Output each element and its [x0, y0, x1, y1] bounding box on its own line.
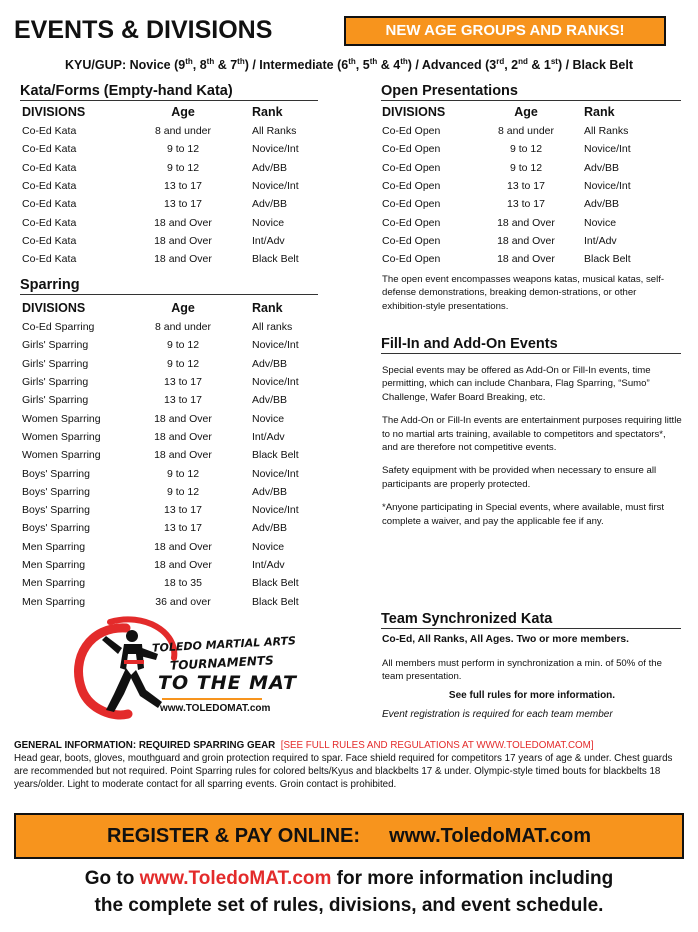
division-cell: Co-Ed Open — [382, 125, 441, 138]
rank-cell: Novice/Int — [252, 376, 299, 389]
division-cell: Co-Ed Kata — [22, 216, 77, 229]
toledo-mat-logo — [66, 614, 306, 724]
rank-cell: Novice/Int — [252, 504, 299, 517]
division-cell: Co-Ed Open — [382, 216, 441, 229]
table-row — [382, 177, 682, 195]
division-cell: Co-Ed Open — [382, 180, 441, 193]
table-row — [22, 213, 318, 231]
fillin-p2: The Add-On or Fill-In events are entertainment purposes requiring little to no martial arts training, available to competitors and spectators*, and are therefore not competitive events. — [382, 415, 682, 454]
age-cell: 8 and under — [154, 125, 212, 138]
col-rank: Rank — [252, 301, 283, 315]
table-row — [22, 409, 318, 427]
age-cell: 18 and Over — [154, 412, 212, 425]
fillin-text — [382, 364, 682, 528]
rank-cell: Novice/Int — [252, 339, 299, 352]
footer-text — [0, 865, 698, 919]
division-cell: Co-Ed Open — [382, 234, 441, 247]
age-cell: 8 and under — [154, 321, 212, 334]
col-divisions: DIVISIONS — [22, 301, 86, 315]
age-cell: 18 and Over — [154, 559, 212, 571]
col-divisions: DIVISIONS — [382, 105, 446, 119]
general-label: GENERAL INFORMATION: REQUIRED SPARRING GEAR — [14, 740, 276, 751]
age-cell: 18 to 35 — [164, 577, 202, 590]
fillin-p1: Special events may be offered as Add-On or Fill-In events, time permitting, which can include Chanbara, Flag Sparring, “Sumo” Challenge, Wafer Board Breaking, etc. — [382, 365, 651, 403]
age-cell: 9 to 12 — [166, 467, 200, 480]
rank-cell: All ranks — [252, 321, 293, 334]
age-cell: 13 to 17 — [164, 504, 202, 517]
rank-cell: Adv/BB — [584, 198, 620, 211]
fillin-p4: *Anyone participating in Special events, where available, must first complete a waiver, and pay the applicable fee if any. — [382, 502, 665, 527]
age-cell: 18 and Over — [497, 216, 555, 229]
page-title: EVENTS & DIVISIONS — [14, 16, 273, 44]
col-age: Age — [514, 105, 538, 119]
logo-url: www.TOLEDOMAT.com — [160, 703, 271, 714]
table-row — [382, 195, 682, 213]
rank-cell: Adv/BB — [584, 161, 620, 174]
kata-heading: Kata/Forms (Empty-hand Kata) — [20, 83, 318, 101]
age-cell: 9 to 12 — [509, 143, 543, 156]
general-rules-link[interactable]: [SEE FULL RULES AND REGULATIONS AT WWW.TOLEDOMAT.COM] — [280, 740, 594, 751]
table-row — [22, 538, 318, 556]
register-url[interactable]: www.ToledoMAT.com — [389, 825, 591, 847]
col-divisions: DIVISIONS — [22, 105, 86, 119]
age-cell: 18 and Over — [154, 430, 212, 443]
table-row — [22, 336, 318, 354]
rank-cell: Novice/Int — [584, 180, 631, 193]
table-row — [382, 159, 682, 177]
table-row — [22, 446, 318, 464]
team-sub: Co-Ed, All Ranks, All Ages. Two or more members. — [382, 634, 629, 645]
division-cell: Co-Ed Kata — [22, 198, 77, 211]
division-cell: Girls' Sparring — [22, 376, 89, 389]
col-rank: Rank — [252, 105, 283, 119]
table-row — [382, 232, 682, 250]
table-row — [22, 177, 318, 195]
age-cell: 13 to 17 — [507, 180, 545, 193]
age-cell: 9 to 12 — [166, 161, 200, 174]
division-cell: Co-Ed Sparring — [22, 321, 95, 334]
rank-cell: Int/Adv — [252, 430, 285, 443]
col-rank: Rank — [584, 105, 615, 119]
age-cell: 8 and under — [497, 125, 555, 138]
table-row — [22, 232, 318, 250]
table-row — [382, 122, 682, 140]
age-cell: 9 to 12 — [166, 357, 200, 370]
sparring-rows — [22, 318, 318, 611]
age-cell: 18 and Over — [154, 216, 212, 229]
division-cell: Boys' Sparring — [22, 467, 90, 480]
open-rows — [382, 122, 682, 268]
age-cell: 18 and Over — [497, 234, 555, 247]
fillin-heading: Fill-In and Add-On Events — [381, 336, 681, 354]
division-cell: Men Sparring — [22, 540, 86, 553]
kata-rows — [22, 122, 318, 268]
open-table — [382, 102, 682, 268]
logo-line2: TOURNAMENTS — [169, 653, 275, 673]
rank-cell: Int/Adv — [584, 234, 617, 247]
division-cell: Boys' Sparring — [22, 522, 90, 535]
table-row — [382, 213, 682, 231]
division-cell: Co-Ed Kata — [22, 234, 77, 247]
table-row — [22, 250, 318, 268]
sparring-heading: Sparring — [20, 277, 318, 295]
rank-cell: Black Belt — [252, 253, 299, 266]
team-note: Event registration is required for each team member — [382, 709, 613, 720]
age-cell: 9 to 12 — [166, 339, 200, 352]
table-row — [382, 250, 682, 268]
rank-cell: Novice/Int — [252, 180, 299, 193]
table-row — [382, 140, 682, 158]
rank-cell: Black Belt — [584, 253, 631, 266]
age-cell: 13 to 17 — [164, 394, 202, 407]
col-age: Age — [171, 301, 195, 315]
open-note: The open event encompasses weapons katas, musical katas, self-defense demonstrations, breaking demon-strations, or other exhibition-style presentations. — [382, 274, 665, 312]
division-cell: Girls' Sparring — [22, 357, 89, 370]
logo-line1: TOLEDO MARTIAL ARTS — [151, 634, 297, 655]
team-rules: See full rules for more information. — [448, 690, 616, 701]
division-cell: Co-Ed Open — [382, 143, 441, 156]
division-cell: Men Sparring — [22, 577, 86, 590]
logo-underline — [162, 698, 262, 700]
age-cell: 9 to 12 — [509, 161, 543, 174]
register-banner[interactable] — [14, 813, 684, 859]
division-cell: Women Sparring — [22, 449, 101, 462]
table-row — [22, 556, 318, 574]
rank-cell: Black Belt — [252, 449, 299, 462]
footer-post: for more information including — [331, 868, 614, 889]
division-cell: Co-Ed Kata — [22, 125, 77, 138]
table-row — [22, 592, 318, 610]
division-cell: Boys' Sparring — [22, 485, 90, 498]
division-cell: Women Sparring — [22, 430, 101, 443]
division-cell: Girls' Sparring — [22, 339, 89, 352]
rank-cell: Int/Adv — [252, 559, 285, 571]
rank-cell: Novice — [252, 412, 285, 425]
table-row — [22, 159, 318, 177]
rank-cell: Adv/BB — [252, 161, 288, 174]
age-cell: 18 and Over — [154, 540, 212, 553]
division-cell: Co-Ed Kata — [22, 180, 77, 193]
division-cell: Men Sparring — [22, 595, 86, 608]
general-info — [14, 739, 686, 791]
age-cell: 18 and Over — [154, 234, 212, 247]
division-cell: Men Sparring — [22, 559, 86, 571]
age-cell: 13 to 17 — [164, 180, 202, 193]
rank-cell: Adv/BB — [252, 485, 288, 498]
table-row — [22, 464, 318, 482]
table-row — [22, 501, 318, 519]
age-cell: 9 to 12 — [166, 143, 200, 156]
table-row — [22, 195, 318, 213]
fillin-p3: Safety equipment with be provided when necessary to ensure all participants are properly protected. — [382, 465, 657, 490]
rank-cell: Adv/BB — [252, 198, 288, 211]
table-row — [22, 428, 318, 446]
table-row — [22, 318, 318, 336]
kata-table — [22, 102, 318, 268]
open-heading: Open Presentations — [381, 83, 681, 101]
division-cell: Co-Ed Kata — [22, 253, 77, 266]
rank-cell: Adv/BB — [252, 394, 288, 407]
division-cell: Co-Ed Kata — [22, 161, 77, 174]
new-age-groups-badge: NEW AGE GROUPS AND RANKS! — [344, 16, 666, 46]
footer-link[interactable]: www.ToledoMAT.com — [139, 868, 332, 889]
rank-cell: Black Belt — [252, 577, 299, 590]
rank-cell: Novice/Int — [252, 467, 299, 480]
rank-cell: Adv/BB — [252, 522, 288, 535]
age-cell: 18 and Over — [154, 449, 212, 462]
rank-cell: Adv/BB — [252, 357, 288, 370]
rank-cell: Novice — [252, 540, 285, 553]
footer-line2: the complete set of rules, divisions, and event schedule. — [94, 895, 604, 916]
team-p1: All members must perform in synchronization a min. of 50% of the team presentation. — [382, 658, 662, 683]
register-label: REGISTER & PAY ONLINE: — [107, 825, 361, 847]
table-row — [22, 519, 318, 537]
division-cell: Co-Ed Open — [382, 253, 441, 266]
team-heading: Team Synchronized Kata — [381, 611, 681, 629]
general-body: Head gear, boots, gloves, mouthguard and groin protection required to spar. Face shield required for competitors 17 years of age & under. Chest guards are recommended but not required. Point Sparring rules for colored belts/Kyus and blackbelts 17 & under. Olympic-style timed bouts for blackbelts 18 years/older. Light to moderate contact for all sparring events. Groin contact is prohibited. — [14, 753, 673, 790]
col-age: Age — [171, 105, 195, 119]
age-cell: 13 to 17 — [164, 376, 202, 389]
rank-cell: All Ranks — [584, 125, 629, 138]
age-cell: 18 and Over — [154, 253, 212, 266]
table-row — [22, 373, 318, 391]
footer-pre: Go to — [84, 868, 140, 889]
rank-cell: All Ranks — [252, 125, 297, 138]
table-row — [22, 483, 318, 501]
division-cell: Women Sparring — [22, 412, 101, 425]
division-cell: Boys' Sparring — [22, 504, 90, 517]
kyu-gup-line: KYU/GUP: Novice (9th, 8th & 7th) / Intermediate (6th, 5th & 4th) / Advanced (3rd, 2nd & 1st) / Black Belt — [65, 57, 633, 73]
table-row — [22, 140, 318, 158]
table-row — [22, 122, 318, 140]
rank-cell: Int/Adv — [252, 234, 285, 247]
division-cell: Girls' Sparring — [22, 394, 89, 407]
age-cell: 13 to 17 — [164, 522, 202, 535]
table-row — [22, 391, 318, 409]
division-cell: Co-Ed Kata — [22, 143, 77, 156]
age-cell: 13 to 17 — [507, 198, 545, 211]
rank-cell: Novice/Int — [584, 143, 631, 156]
division-cell: Co-Ed Open — [382, 198, 441, 211]
rank-cell: Novice — [584, 216, 617, 229]
logo-line3: TO THE MAT — [158, 672, 297, 694]
age-cell: 36 and over — [155, 595, 211, 608]
table-row — [22, 355, 318, 373]
age-cell: 13 to 17 — [164, 198, 202, 211]
table-row — [22, 574, 318, 592]
rank-cell: Novice/Int — [252, 143, 299, 156]
rank-cell: Novice — [252, 216, 285, 229]
age-cell: 9 to 12 — [166, 485, 200, 498]
division-cell: Co-Ed Open — [382, 161, 441, 174]
rank-cell: Black Belt — [252, 595, 299, 608]
age-cell: 18 and Over — [497, 253, 555, 266]
sparring-table — [22, 298, 318, 611]
